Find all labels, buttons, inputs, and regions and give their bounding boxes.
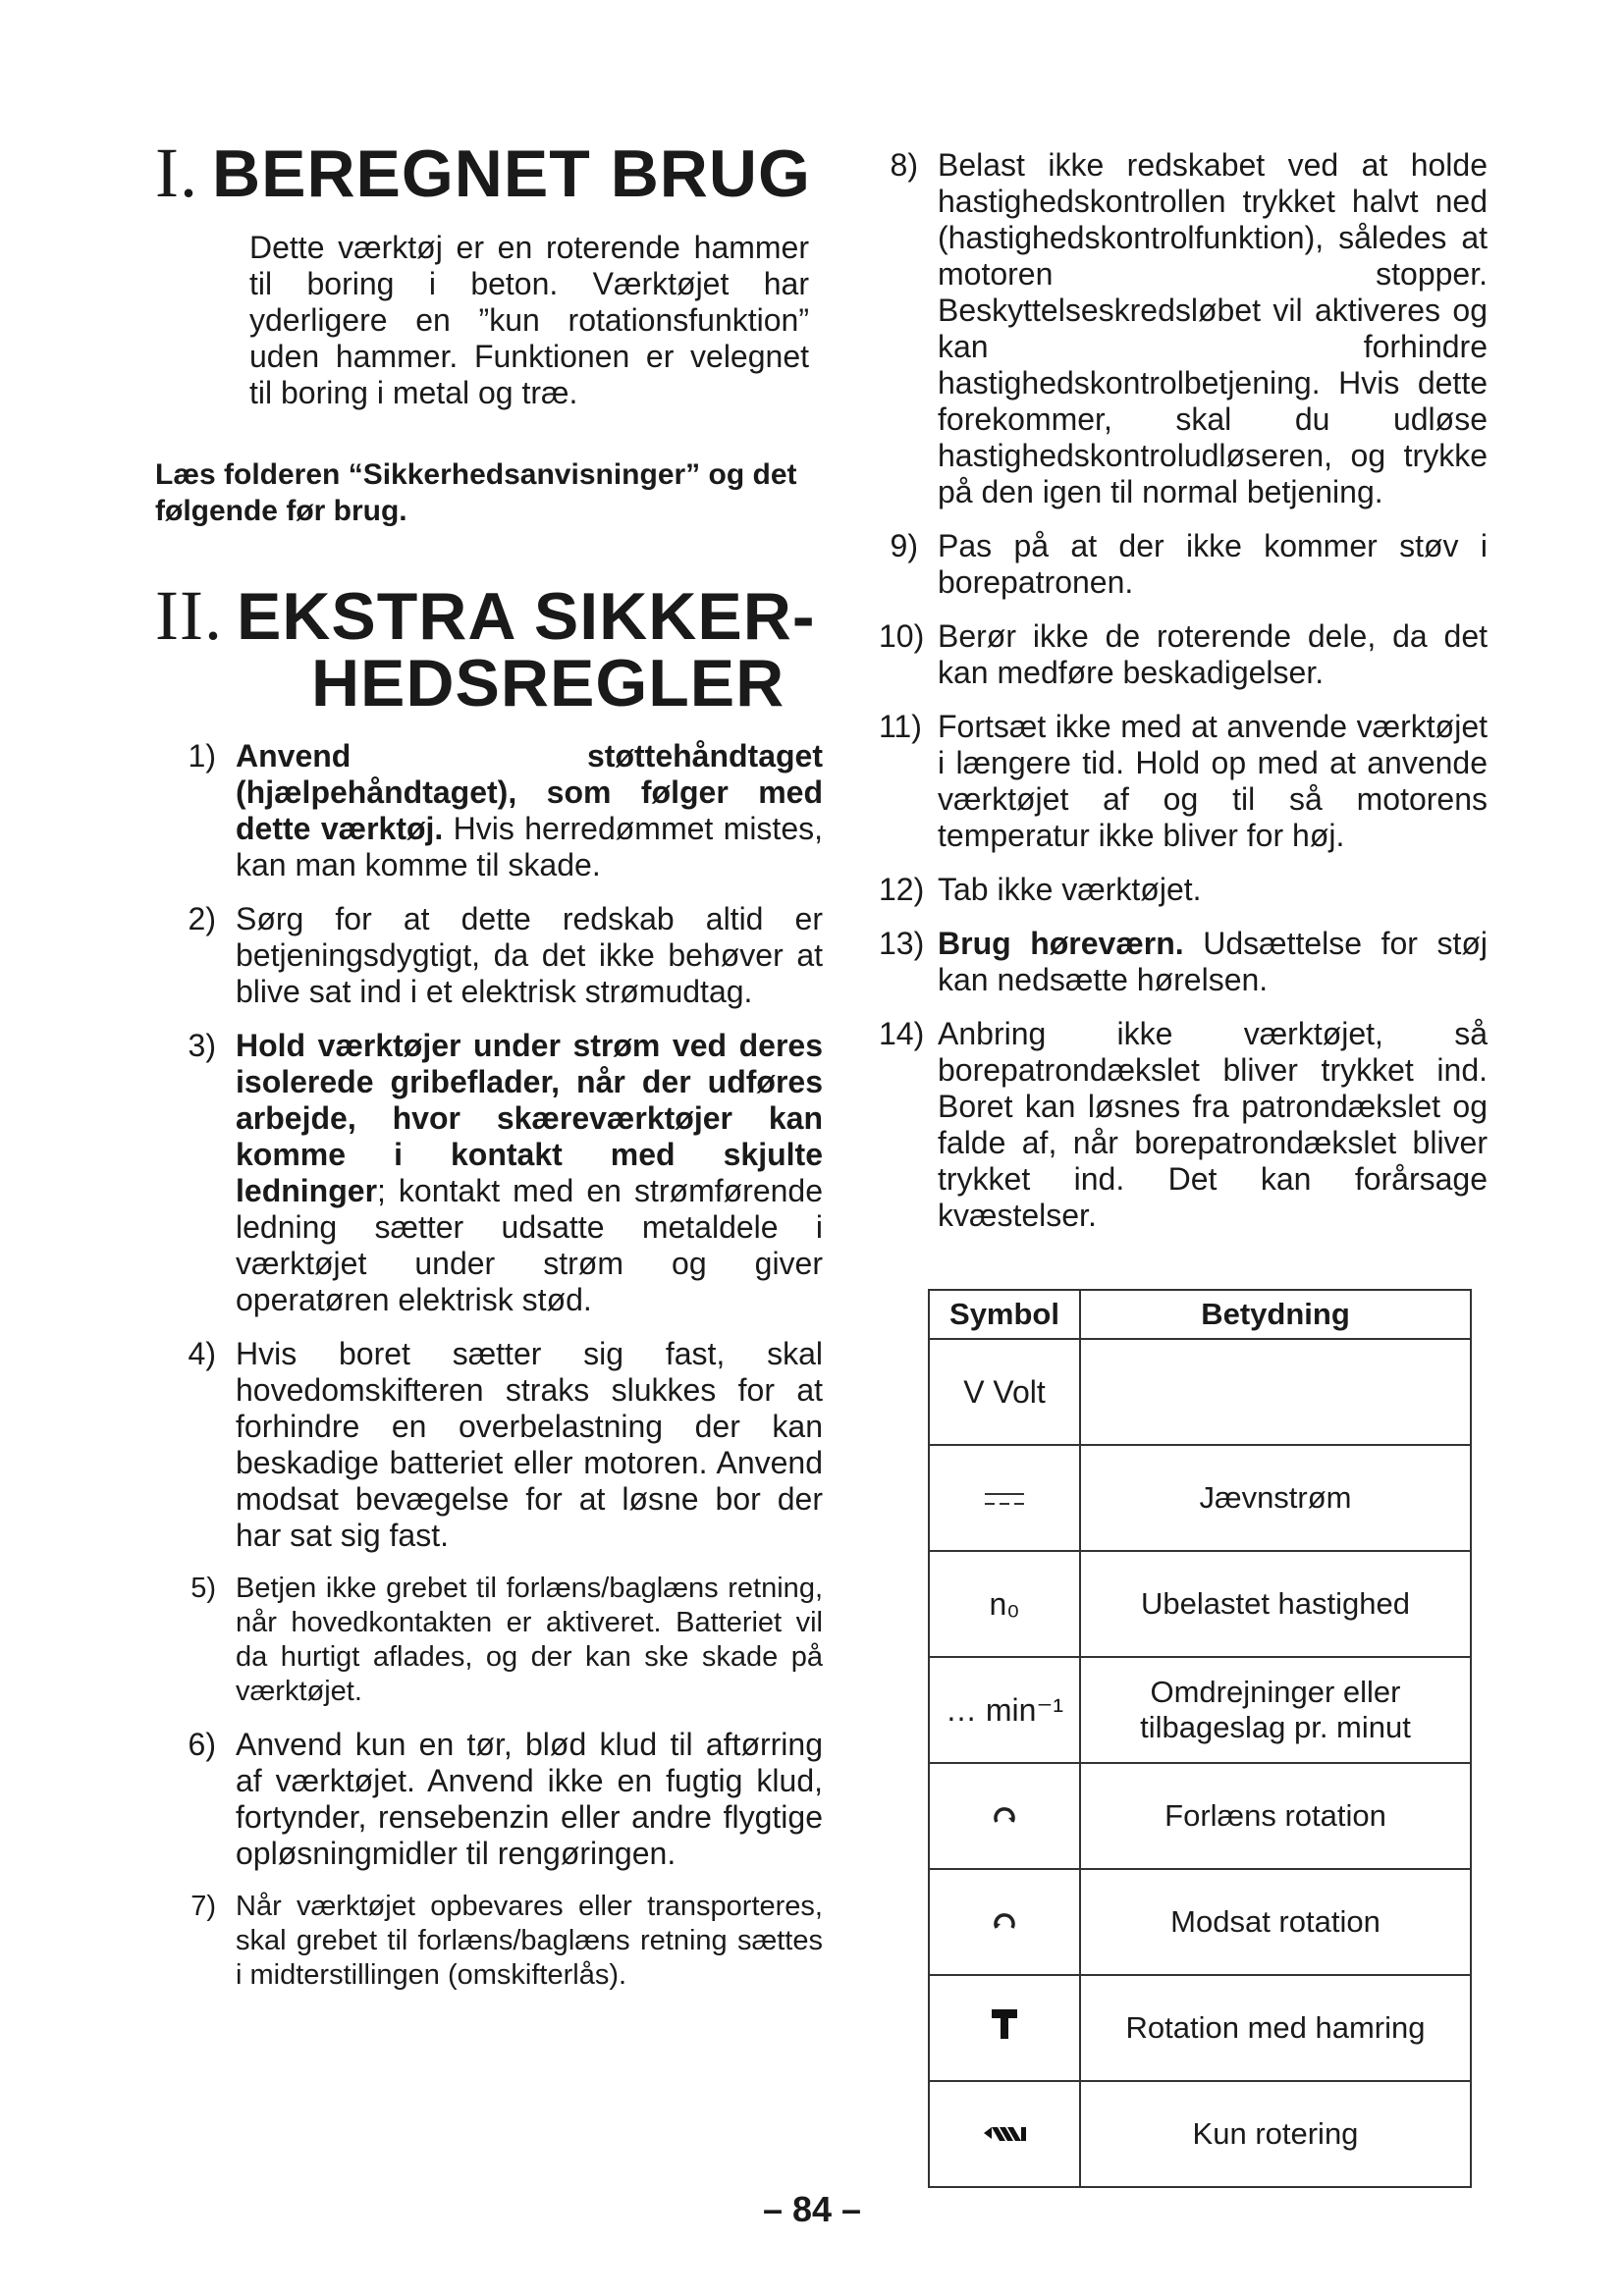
item-plain-text: Når værktøjet opbevares eller transporteres, skal grebet til forlæns/baglæns retning sættes i midterstillingen (omskifterlås). (236, 1891, 823, 1991)
list-item (879, 147, 1488, 510)
item-number: 5) (190, 1573, 216, 1604)
item-number: 11) (879, 709, 922, 744)
symbol-cell (929, 2081, 1080, 2187)
item-text (236, 1572, 823, 1709)
item-number: 4) (188, 1336, 216, 1371)
item-number: 12) (879, 872, 925, 907)
item-number: 6) (188, 1727, 216, 1762)
list-item (879, 528, 1488, 601)
item-text (236, 1028, 823, 1318)
symbol-cell (929, 1975, 1080, 2081)
forward-rotation-icon (992, 1798, 1017, 1835)
symbol-text: V Volt (963, 1373, 1046, 1410)
hammer-icon (990, 2007, 1019, 2049)
list-item (185, 1890, 823, 1993)
symbol-text: n₀ (989, 1585, 1020, 1622)
meaning-cell: Jævnstrøm (1080, 1445, 1471, 1551)
intro-paragraph: Dette værktøj er en roterende hammer til boring i beton. Værktøjet har yderligere en ”kun rotationsfunktion” uden hammer. Funktionen er velegnet til boring i metal og træ. (249, 230, 809, 410)
item-plain-text: Anbring ikke værktøjet, så borepatrondækslet bliver trykket ind. Boret kan løsnes fra patrondækslet og falde af, når borepatrondækslet bliver trykket ind. Det kan forårsage kvæstelser. (938, 1016, 1488, 1233)
section-title-2-line2: HEDSREGLER (310, 646, 785, 721)
symbol-row (929, 2081, 1471, 2187)
list-item (185, 1028, 823, 1318)
list-item (185, 1572, 823, 1709)
item-plain-text: Hvis herredømmet mistes, kan man komme til skade. (236, 811, 824, 882)
item-text (236, 901, 823, 1010)
symbol-row (929, 1975, 1471, 2081)
reverse-rotation-icon (992, 1904, 1017, 1941)
item-text (938, 618, 1488, 691)
item-plain-text: Belast ikke redskabet ved at holde hastighedskontrollen trykket halvt ned (hastighedskontrolfunktion), således at motoren stopper. Beskyttelseskredsløbet vil aktiveres og kan forhindre hastighedskontrolbetjening. Hvis dette forekommer, skal du udløse hastighedskontroludløseren, og trykke på den igen til normal betjening. (938, 147, 1488, 509)
safety-notice: Læs folderen “Sikkerhedsanvisninger” og det følgende før brug. (155, 458, 797, 527)
item-number: 13) (879, 926, 925, 961)
item-bold-text: Brug høreværn. (938, 926, 1184, 961)
item-plain-text: Berør ikke de roterende dele, da det kan medføre beskadigelser. (938, 618, 1488, 690)
item-number: 14) (879, 1016, 925, 1051)
item-number: 2) (188, 901, 216, 936)
list-item (185, 1336, 823, 1554)
item-bold-text: Anvend støttehåndtaget (hjælpehåndtaget), som følger med dette værktøj. (236, 738, 823, 846)
item-plain-text: Pas på at der ikke kommer støv i borepatronen. (938, 528, 1488, 600)
item-number: 9) (890, 528, 918, 563)
meaning-cell (1080, 1339, 1471, 1445)
meaning-cell: Rotation med hamring (1080, 1975, 1471, 2081)
list-item (879, 926, 1488, 998)
section-title-2-line1: EKSTRA SIKKER- (236, 579, 816, 654)
symbol-table-body (929, 1339, 1471, 2187)
symbol-cell (929, 1657, 1080, 1763)
symbol-row (929, 1339, 1471, 1445)
roman-numeral-2: II. (155, 576, 223, 655)
symbol-row (929, 1551, 1471, 1657)
list-item (185, 738, 823, 883)
meaning-cell: Ubelastet hastighed (1080, 1551, 1471, 1657)
item-text (938, 926, 1488, 998)
section-heading-2 (155, 576, 823, 721)
item-plain-text: Betjen ikke grebet til forlæns/baglæns retning, når hovedkontakten er aktiveret. Batteriet vil da hurtigt aflades, og der kan ske skade på værktøjet. (236, 1573, 823, 1707)
header-meaning: Betydning (1080, 1290, 1471, 1339)
meaning-cell: Forlæns rotation (1080, 1763, 1471, 1869)
item-text (938, 147, 1488, 510)
section-title-1: BEREGNET BRUG (211, 136, 811, 211)
header-symbol: Symbol (929, 1290, 1080, 1339)
item-plain-text: Udsættelse for støj kan nedsætte hørelsen. (938, 926, 1488, 997)
item-text (236, 1890, 823, 1993)
symbol-row (929, 1657, 1471, 1763)
list-item (879, 1016, 1488, 1234)
item-number: 7) (190, 1891, 216, 1922)
meaning-cell: Omdrejninger eller tilbageslag pr. minut (1080, 1657, 1471, 1763)
symbol-row (929, 1763, 1471, 1869)
list-item (185, 1727, 823, 1872)
meaning-cell: Kun rotering (1080, 2081, 1471, 2187)
symbol-cell (929, 1339, 1080, 1445)
item-text (236, 1727, 823, 1872)
item-text (938, 872, 1488, 908)
symbol-cell (929, 1551, 1080, 1657)
item-number: 8) (890, 147, 918, 183)
item-plain-text: Fortsæt ikke med at anvende værktøjet i længere tid. Hold op med at anvende værktøjet af og til så motorens temperatur ikke bliver for høj. (938, 709, 1488, 853)
item-plain-text: Sørg for at dette redskab altid er betjeningsdygtigt, da det ikke behøver at blive sat ind i et elektrisk strømudtag. (236, 901, 823, 1009)
section-heading-1 (155, 133, 823, 212)
roman-numeral-1: I. (155, 133, 198, 212)
meaning-cell: Modsat rotation (1080, 1869, 1471, 1975)
item-bold-text: Hold værktøjer under strøm ved deres isolerede gribeflader, når der udføres arbejde, hvor skæreværktøjer kan komme i kontakt med skjulte ledninger (236, 1028, 823, 1208)
symbol-row (929, 1445, 1471, 1551)
symbol-row (929, 1869, 1471, 1975)
symbol-table-header (929, 1290, 1471, 1339)
symbol-text: … min⁻¹ (946, 1692, 1063, 1728)
page-number: – 84 – (762, 2189, 862, 2229)
item-text (236, 738, 823, 883)
item-plain-text: Anvend kun en tør, blød klud til aftørring af værktøjet. Anvend ikke en fugtig klud, fortynder, rensebenzin eller andre flygtige opløsningmidler til rengøringen. (236, 1727, 823, 1871)
right-column (879, 147, 1488, 2188)
item-number: 3) (188, 1028, 216, 1063)
item-text (938, 1016, 1488, 1234)
section-title-2 (236, 579, 816, 721)
item-plain-text: Tab ikke værktøjet. (938, 872, 1202, 907)
item-number: 1) (188, 738, 216, 774)
drill-bit-icon (982, 2116, 1027, 2153)
list-item (185, 901, 823, 1010)
item-number: 10) (879, 618, 925, 654)
dc-current-icon (983, 1480, 1026, 1517)
safety-list-right (879, 147, 1488, 1234)
item-text (938, 528, 1488, 601)
symbol-cell (929, 1763, 1080, 1869)
item-text (938, 709, 1488, 854)
safety-list-left (185, 738, 823, 1993)
item-plain-text: ; kontakt med en strømførende ledning sætter udsatte metaldele i værktøjet under strøm og giver operatøren elektrisk stød. (236, 1173, 823, 1317)
list-item (879, 618, 1488, 691)
list-item (879, 709, 1488, 854)
symbol-cell (929, 1445, 1080, 1551)
left-column (155, 133, 824, 2010)
symbol-table (928, 1289, 1472, 2188)
list-item (879, 872, 1488, 908)
item-plain-text: Hvis boret sætter sig fast, skal hovedomskifteren straks slukkes for at forhindre en overbelastning der kan beskadige batteriet eller motoren. Anvend modsat bevægelse for at løsne bor der har sat sig fast. (236, 1336, 823, 1553)
item-text (236, 1336, 823, 1554)
symbol-cell (929, 1869, 1080, 1975)
